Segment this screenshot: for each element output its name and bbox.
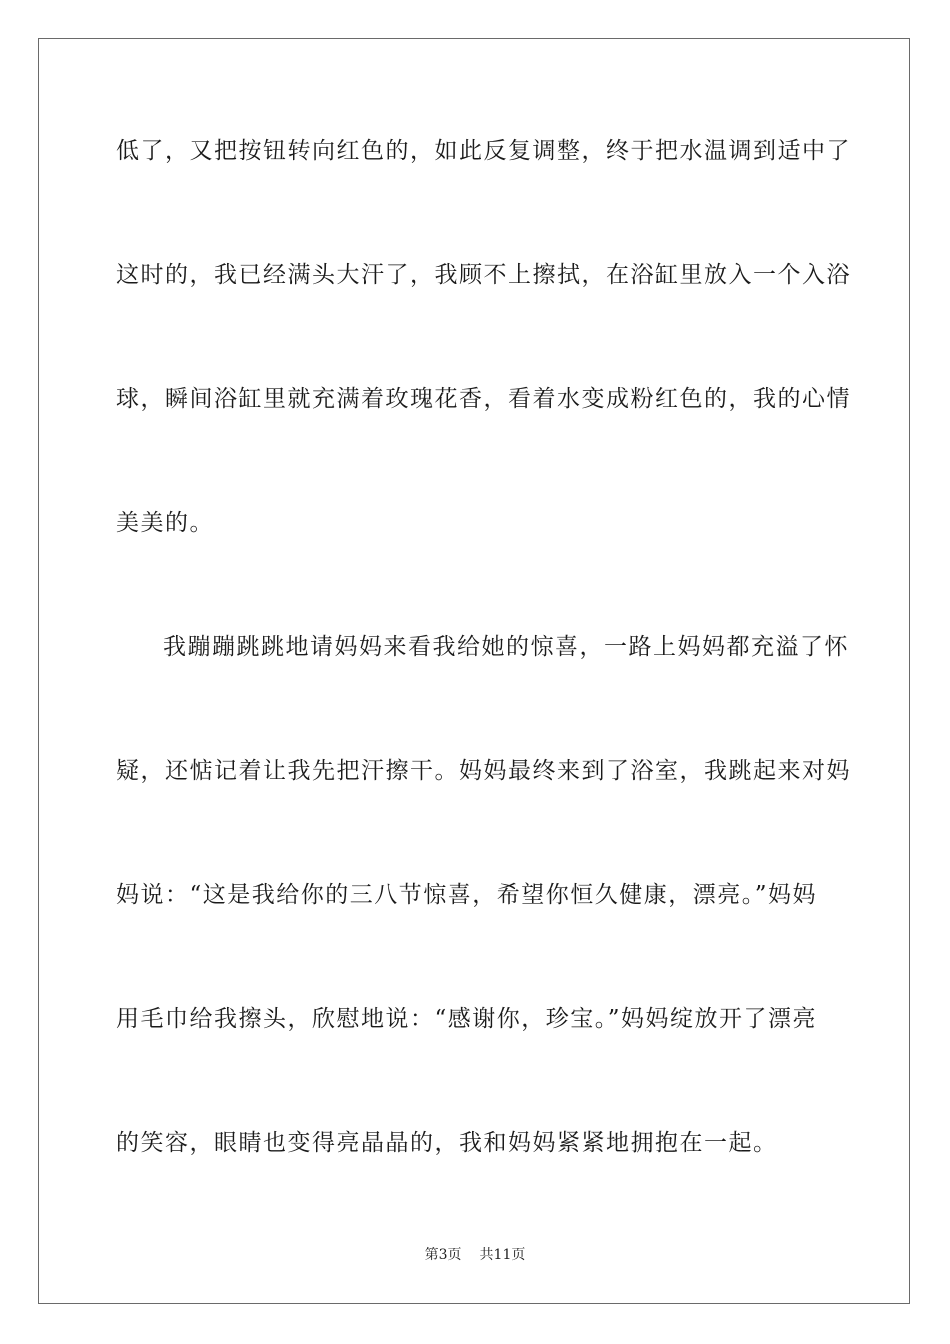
text-line-2: 这时的，我已经满头大汗了，我顾不上擦拭，在浴缸里放入一个入浴	[116, 262, 851, 288]
text-line-3: 球，瞬间浴缸里就充满着玫瑰花香，看着水变成粉红色的，我的心情	[116, 386, 851, 412]
text-line-9: 的笑容，眼睛也变得亮晶晶的，我和妈妈紧紧地拥抱在一起。	[116, 1130, 778, 1156]
page-number: 第3页	[424, 1247, 462, 1263]
text-line-8: 用毛巾给我擦头，欣慰地说：“感谢你，珍宝。”妈妈绽放开了漂亮	[116, 1006, 818, 1032]
page-footer	[0, 1246, 950, 1264]
text-line-1: 低了，又把按钮转向红色的，如此反复调整，终于把水温调到适中了	[116, 138, 851, 164]
text-line-7: 妈说：“这是我给你的三八节惊喜，希望你恒久健康，漂亮。”妈妈	[116, 882, 818, 908]
page-frame	[38, 38, 910, 1304]
text-line-6: 疑，还惦记着让我先把汗擦干。妈妈最终来到了浴室，我跳起来对妈	[116, 758, 851, 784]
page-total: 共11页	[479, 1247, 526, 1263]
text-line-5: 我蹦蹦跳跳地请妈妈来看我给她的惊喜，一路上妈妈都充溢了怀	[163, 634, 849, 660]
text-line-4: 美美的。	[116, 510, 214, 536]
